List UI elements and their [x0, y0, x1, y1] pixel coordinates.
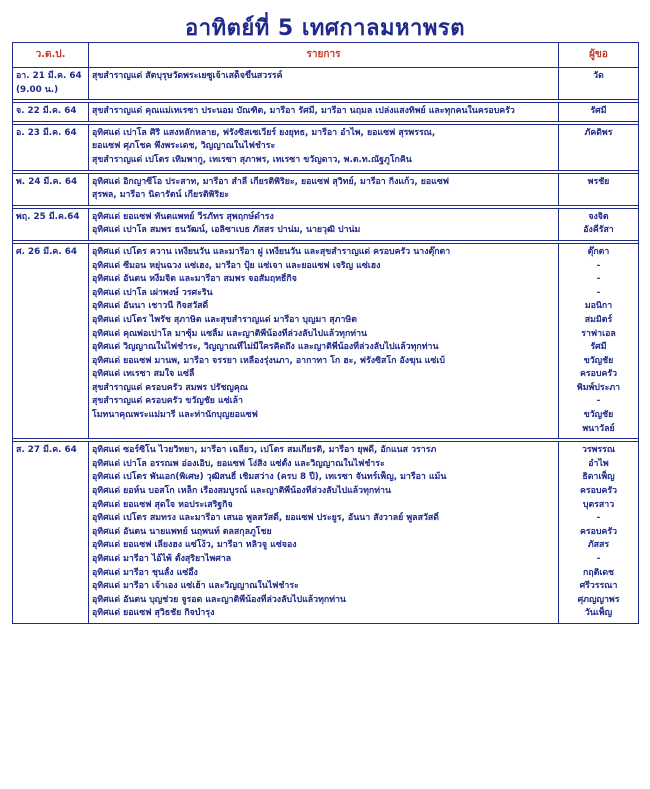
intention-line: อุทิศแด่ คุณพ่อเปาโล มาซุ้ม แซลิ้ม และญาติพี่น้องที่ล่วงลับไปแล้วทุกท่าน — [92, 328, 368, 339]
intention-line: อุทิศแด่ ยอแซฟ สุดใจ หอประเสริฐกิจ — [92, 499, 233, 510]
intention-line: โมทนาคุณพระแม่มารี และท่านักบุญยอแซฟ — [92, 410, 258, 421]
row-items — [89, 103, 559, 122]
row-items — [89, 68, 559, 100]
row-date: อ. 23 มี.ค. 64 — [13, 124, 89, 170]
row-requester: ตุ๊กตา - - - มอนิกา สมมิตร์ ราฟาเอล รัศมี ขวัญชัย ครอบครัว พิมพ์ประภา - ขวัญชัย พนาวัลย์ — [559, 243, 639, 438]
row-items — [89, 173, 559, 205]
table-row — [13, 173, 639, 205]
intention-line: สุขสำราญแด่ คุณแม่เทเรซา ประนอม บัณฑิต, มารีอา รัศมี, มารีอา นฤมล เปล่งแสงทิพย์ และทุกคนในครอบครัว — [92, 106, 515, 117]
intention-line: อุทิศแด่ อันตน บุญช่วย จูรอด และญาติพี่น้องที่ล่วงลับไปแล้วทุกท่าน — [92, 594, 346, 605]
table-row — [13, 442, 639, 624]
row-date: จ. 22 มี.ค. 64 — [13, 103, 89, 122]
row-date: อา. 21 มี.ค. 64 (9.00 น.) — [13, 68, 89, 100]
row-items — [89, 124, 559, 170]
intention-line: อุทิศแด่ เปโตร ควาน เหงียนวัน และมารีอา ฝู เหงียนวัน และสุขสำราญแด่ ครอบครัว นางตุ๊กตา — [92, 246, 451, 257]
row-date: พ. 24 มี.ค. 64 — [13, 173, 89, 205]
intention-line: อุทิศแด่ อิกญาซีโอ ประสาท, มารีอา สำลี เกียรติพิริยะ, ยอแซฟ สุวิทย์, มารีอา กิ่งแก้ว, ยอแซฟ — [92, 176, 450, 187]
table-body — [13, 68, 639, 624]
header-requester: ผู้ขอ — [559, 43, 639, 68]
intention-line: อุทิศแด่ เปโตร ไพรัช สุภาษิต และสุขสำราญแด่ มารีอา บุญมา สุภาษิต — [92, 314, 357, 325]
intention-line: อุทิศแด่ เปาโล ศิริ แสงหลักหลาย, ฟรังซิสเซเวียร์ ยงยุทธ, มารีอา อำไพ, ยอแซฟ สุรพรรณ, — [92, 127, 436, 138]
intention-line: อุทิศแด่ เทเรซา สมใจ แซ่ลี้ — [92, 369, 195, 380]
intention-line: อุทิศแด่ มารีอา ไอ้ไพ้ ตั้งสุริยาไพศาล — [92, 554, 232, 564]
table-header-row — [13, 43, 639, 68]
intention-line: ยอแซฟ ศุภโชค พึ่งพระเดช, วิญญาณในไฟชำระ — [92, 141, 276, 152]
row-requester: จงจิต อังคีรัสา — [559, 208, 639, 240]
header-items: รายการ — [89, 43, 559, 68]
intention-line: สุขสำราญแด่ ครอบครัว สมพร ปรัชญคุณ — [92, 382, 248, 393]
row-items — [89, 243, 559, 438]
header-date: ว.ด.ป. — [13, 43, 89, 68]
intention-line: อุทิศแด่ อันนา เชาวนี กิจสวัสดิ์ — [92, 301, 209, 312]
intention-line: อุทิศแด่ มารีอา ชุนลั้ง แซ่อึ้ง — [92, 567, 198, 578]
row-requester: พรชัย — [559, 173, 639, 205]
table-row — [13, 243, 639, 438]
intention-line: อุทิศแด่ ยอแซฟ ทันตแพทย์ วีรภัทร สุพฤกษ์ดำรง — [92, 211, 274, 222]
row-date: พฤ. 25 มี.ค.64 — [13, 208, 89, 240]
intention-line: สุรพล, มารีอา นิดารัตน์ เกียรติพิริยะ — [92, 190, 229, 201]
row-date: ศ. 26 มี.ค. 64 — [13, 243, 89, 438]
intention-line: อุทิศแด่ เปาโล สมพร ธนวัฒน์, เอลิซาเบธ ภัสสร ปาน่ม, นายวุฒิ ปาน่ม — [92, 225, 361, 236]
intention-line: อุทิศแด่ ยอแซฟ เลี่ยงฮง แซ่โง้ว, มารีอา หลิวจู แซ่จอง — [92, 540, 297, 551]
intention-line: อุทิศแด่ เปาโล อรรณพ อ่องเอิบ, ยอแซฟ โง่สิ่ง แซ่ตั้ง และวิญญาณในไฟชำระ — [92, 458, 385, 469]
row-date: ส. 27 มี.ค. 64 — [13, 442, 89, 624]
table-row — [13, 208, 639, 240]
row-items — [89, 208, 559, 240]
intention-line: อุทิศแด่ ยอแซฟ มานพ, มารีอา จรรยา เหลืองรุ่งนภา, อากาทา โก ฮะ, ฟรังซิสโก อังฆุน แซ่เบ้ — [92, 355, 445, 366]
intention-line: อุทิศแด่ ซีมอน หยุ่นฉวง แซ่เฮง, มารีอา ปุ้ย แซ่เจา และยอแซฟ เจริญ แซ่เฮง — [92, 260, 381, 271]
intention-line: สุขสำราญแด่ ครอบครัว ขวัญชัย แซ่เล้า — [92, 396, 243, 407]
table-row — [13, 124, 639, 170]
intention-line: สุขสำราญแด่ สัตบุรุษวัดพระเยซูเจ้าเสด็จขึ้นสวรรค์ — [92, 71, 283, 81]
intention-line: สุขสำราญแด่ เปโตร เทิมพากู, เทเรซา สุภาพร, เทเรซา ขวัญดาว, พ.ต.ท.ณัฐภูโกคิน — [92, 154, 412, 165]
intention-line: อุทิศแด่ ซอร์ซิโน ไวยวิทยา, มารีอา เฉลียว, เปโตร สมเกียรติ, มารีอา ยุพดี, อักแนส วรารภ — [92, 445, 437, 456]
row-items — [89, 442, 559, 624]
intention-line: อุทิศแด่ เปาโล เผ่าพงษ์ วรศะริน — [92, 287, 213, 298]
row-requester: ภัคดิพร — [559, 124, 639, 170]
table-row — [13, 103, 639, 122]
table-row — [13, 68, 639, 100]
intention-line: อุทิศแด่ อันตน หงี่มจิต และมารีอา สมพร จอสัมฤทธิ์กิจ — [92, 274, 297, 285]
page-title: อาทิตย์ที่ 5 เทศกาลมหาพรต — [185, 16, 465, 41]
row-requester: วัด — [559, 68, 639, 100]
intention-line: อุทิศแด่ ยอห์น บอสโก เหล็ก เรืองสมบูรณ์ และญาติพี่น้องที่ล่วงลับไปแล้วทุกท่าน — [92, 486, 391, 497]
intention-line: อุทิศแด่ อันตน นายแพทย์ นฤพนท์ ตลสกุลภูโชย — [92, 526, 272, 537]
intention-line: อุทิศแด่ เปโตร สมทรง และมารีอา เสนอ พูลสวัสดิ์, ยอแซฟ ประยูร, อันนา สังวาลย์ พูลสวัสดิ์ — [92, 513, 439, 524]
intention-line: อุทิศแด่ ยอแซฟ สุวิธชัย กิจบำรุง — [92, 608, 215, 619]
mass-intention-table — [12, 42, 639, 624]
row-requester: วรพรรณ อำไพ ธิดาเพ็ญ ครอบครัว บุตรสาว - ครอบครัว ภัสสร - กฤติเดช ศรีวรรณา ศุภญญาพร วันเพ็ญ — [559, 442, 639, 624]
row-requester: รัศมี — [559, 103, 639, 122]
intention-line: อุทิศแด่ เปโตร พันเอก(พิเศษ) วุฒิสนธิ์ เชิมสว่าง (ครบ 8 ปี), เทเรซา จันทร์เพ็ญ, มารีอา แม้น — [92, 472, 447, 483]
intention-line: อุทิศแด่ มารีอา เจ้าเอง แซ่เฮ้า และวิญญาณในไฟชำระ — [92, 581, 299, 592]
intention-line: อุทิศแด่ วิญญาณในไฟชำระ, วิญญาณที่ไม่มีใครคิดถึง และญาติพี่น้องที่ล่วงลับไปแล้วทุกท่าน — [92, 342, 439, 353]
